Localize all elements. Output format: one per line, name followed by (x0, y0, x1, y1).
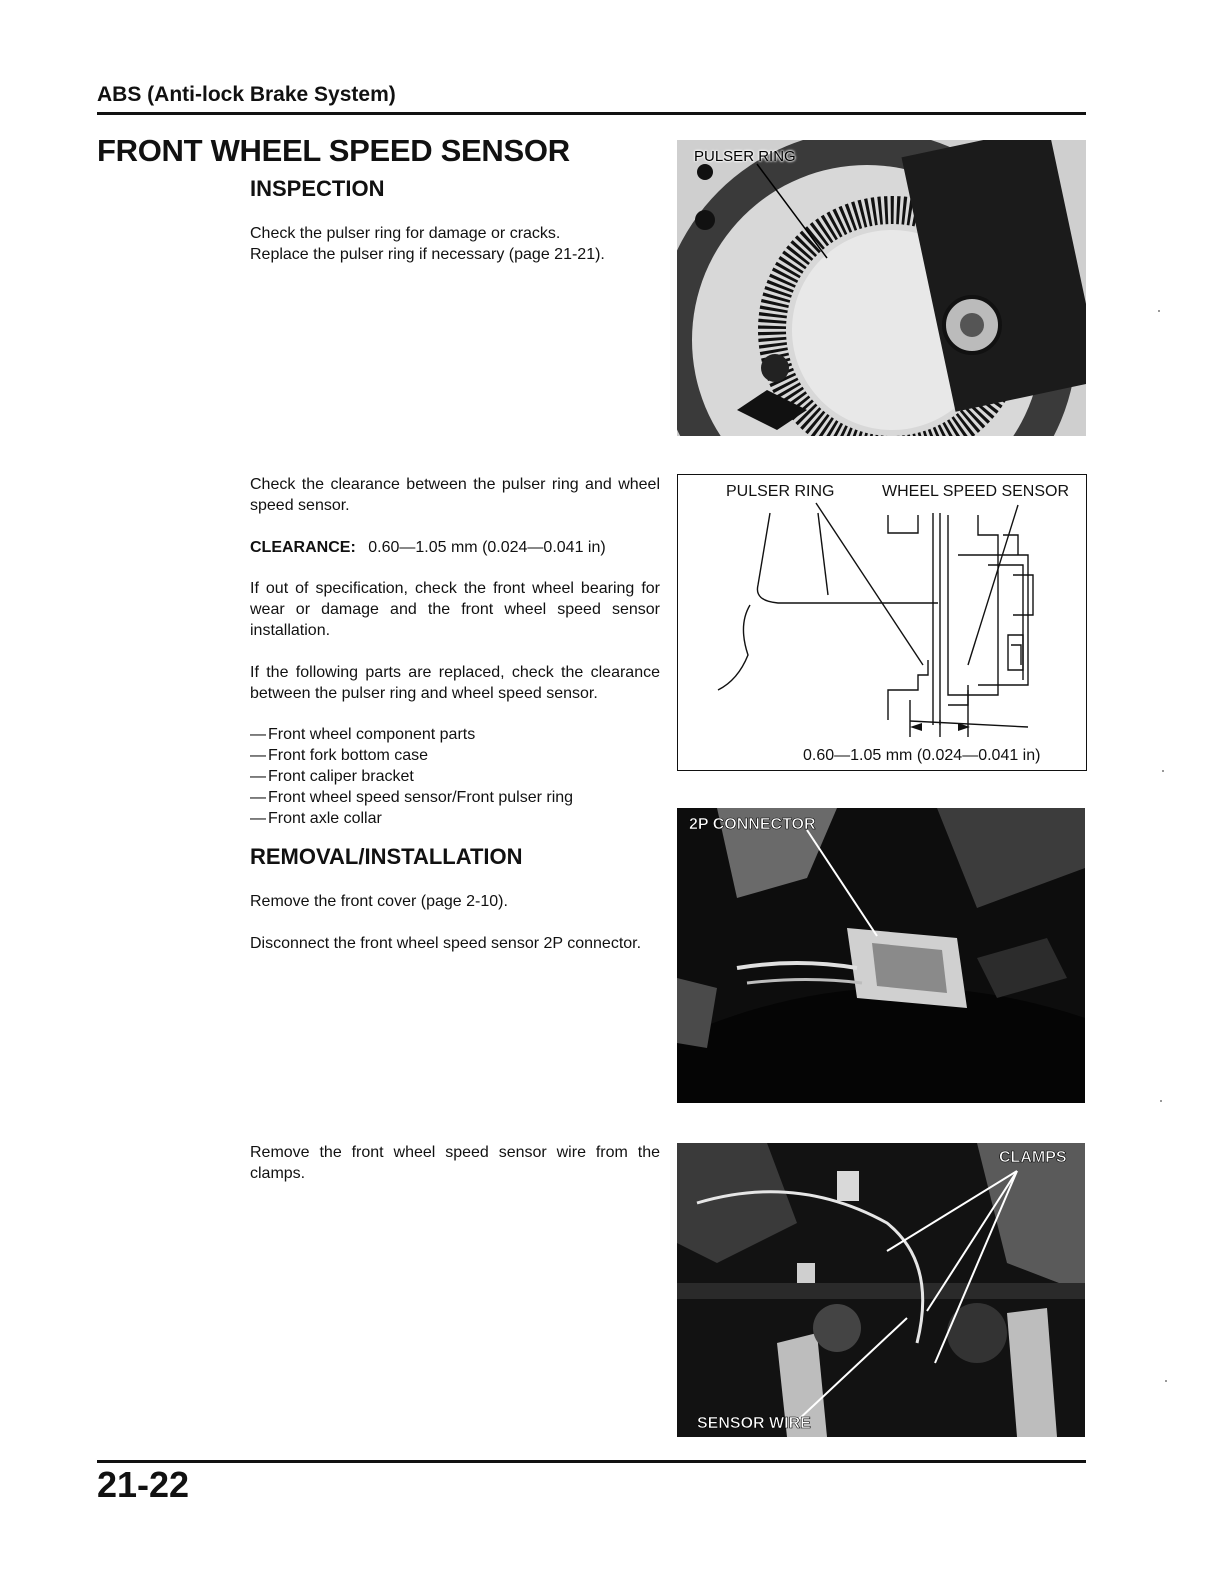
pulser-ring-illustration (677, 140, 1086, 436)
header-rule (97, 112, 1086, 115)
connector-callout: 2P CONNECTOR (689, 816, 816, 833)
diagram-caption: 0.60—1.05 mm (0.024—0.041 in) (803, 747, 1041, 764)
clearance-value: 0.60—1.05 mm (0.024—0.041 in) (368, 539, 606, 556)
inspection-para-4: If out of specification, check the front wheel bearing for wear or damage and the front wheel speed sensor installation. (250, 580, 660, 639)
scan-speck (1160, 1100, 1162, 1102)
header-title: ABS (Anti-lock Brake System) (97, 83, 396, 106)
removal-heading: REMOVAL/INSTALLATION (250, 844, 523, 869)
list-item: — Front wheel speed sensor/Front pulser ring (250, 787, 660, 808)
removal-para-2: Disconnect the front wheel speed sensor 2P connector. (250, 935, 642, 952)
footer-rule (97, 1460, 1086, 1463)
list-item: — Front wheel component parts (250, 724, 660, 745)
connector-photo (677, 808, 1085, 1103)
inspection-para-5: If the following parts are replaced, check the clearance between the pulser ring and wheel speed sensor. (250, 664, 660, 702)
pulser-ring-callout: PULSER RING (694, 148, 796, 165)
diagram-label-wheel-speed-sensor: WHEEL SPEED SENSOR (882, 483, 1070, 500)
section-title: FRONT WHEEL SPEED SENSOR (97, 133, 570, 168)
scan-speck (1165, 1380, 1167, 1382)
inspection-heading: INSPECTION (250, 176, 385, 201)
sensor-wire-callout: SENSOR WIRE (697, 1415, 811, 1432)
diagram-label-pulser-ring: PULSER RING (726, 483, 835, 500)
clearance-label: CLEARANCE: (250, 539, 356, 556)
list-item: — Front axle collar (250, 808, 660, 829)
pulser-ring-photo (677, 140, 1086, 436)
page-number: 21-22 (97, 1464, 190, 1505)
list-item: — Front fork bottom case (250, 745, 660, 766)
clamps-callout: CLAMPS (999, 1149, 1067, 1166)
inspection-para-3: Check the clearance between the pulser ring and wheel speed sensor. (250, 476, 660, 514)
clamps-photo (677, 1143, 1085, 1437)
connector-illustration (677, 808, 1085, 1103)
removal-para-3: Remove the front wheel speed sensor wire from the clamps. (250, 1144, 660, 1182)
clearance-spec (250, 537, 660, 558)
removal-para-1: Remove the front cover (page 2-10). (250, 893, 508, 910)
parts-list (250, 724, 660, 829)
clamps-illustration (677, 1143, 1085, 1437)
inspection-para-1: Check the pulser ring for damage or cracks. (250, 225, 561, 242)
clearance-diagram (677, 474, 1087, 771)
list-item: — Front caliper bracket (250, 766, 660, 787)
scan-speck (1162, 770, 1164, 772)
clearance-drawing (678, 475, 1086, 770)
inspection-para-2: Replace the pulser ring if necessary (page 21-21). (250, 246, 605, 263)
scan-speck (1158, 310, 1160, 312)
